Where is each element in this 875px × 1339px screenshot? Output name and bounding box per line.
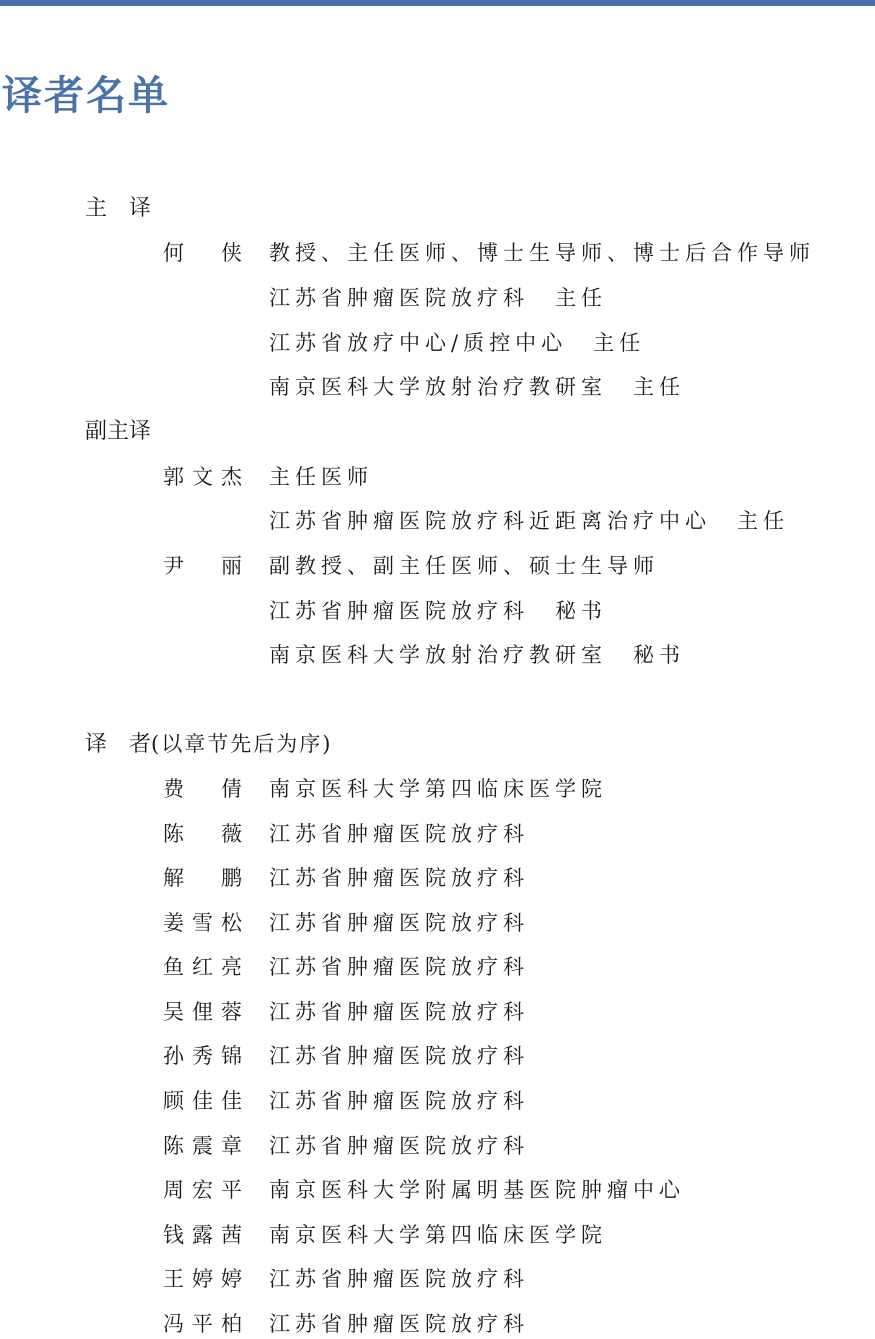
- translator-affiliation: 江苏省肿瘤医院放疗科: [269, 1089, 529, 1113]
- member-line: [0, 328, 875, 358]
- translator-row: [0, 908, 875, 938]
- translator-affiliation: 江苏省肿瘤医院放疗科: [269, 1044, 529, 1068]
- translator-affiliation: 南京医科大学第四临床医学院: [269, 1223, 607, 1247]
- translator-row: [0, 1175, 875, 1205]
- member-row: [0, 551, 875, 581]
- translator-affiliation: 江苏省肿瘤医院放疗科: [269, 822, 529, 846]
- section-heading-note: (以章节先后为序): [151, 732, 333, 756]
- translator-name: 陈 薇: [163, 822, 243, 846]
- translator-name: 孙秀锦: [163, 1044, 243, 1068]
- translator-row: [0, 819, 875, 849]
- translator-row: [0, 1220, 875, 1250]
- translator-row: [0, 997, 875, 1027]
- translator-affiliation: 江苏省肿瘤医院放疗科: [269, 1267, 529, 1291]
- translator-name: 钱露茜: [163, 1223, 243, 1247]
- translator-name: 王婷婷: [163, 1267, 243, 1291]
- translator-name: 陈震章: [163, 1134, 243, 1158]
- translator-affiliation: 江苏省肿瘤医院放疗科: [269, 911, 529, 935]
- translator-affiliation: 江苏省肿瘤医院放疗科: [269, 1134, 529, 1158]
- translator-row: [0, 1131, 875, 1161]
- translator-name: 顾佳佳: [163, 1089, 243, 1113]
- translator-affiliation: 南京医科大学第四临床医学院: [269, 777, 607, 801]
- translator-affiliation: 江苏省肿瘤医院放疗科: [269, 866, 529, 890]
- translator-affiliation: 江苏省肿瘤医院放疗科: [269, 955, 529, 979]
- member-name: 尹 丽: [163, 554, 243, 578]
- translator-name: 鱼红亮: [163, 955, 243, 979]
- member-affiliation: 江苏省肿瘤医院放疗科近距离治疗中心 主任: [269, 509, 789, 533]
- translator-name: 吴俚蓉: [163, 1000, 243, 1024]
- translator-name: 费 倩: [163, 777, 243, 801]
- member-line: [0, 596, 875, 626]
- member-title: 主任医师: [269, 465, 373, 489]
- translator-row: [0, 774, 875, 804]
- translator-row: [0, 1264, 875, 1294]
- section-heading-chief: 主 译: [85, 196, 152, 221]
- section-heading-deputy: 副主译: [85, 419, 152, 444]
- translator-name: 姜雪松: [163, 911, 243, 935]
- member-name: 何 侠: [163, 241, 243, 265]
- member-line: [0, 640, 875, 670]
- translator-row: [0, 1309, 875, 1339]
- member-affiliation: 南京医科大学放射治疗教研室 秘书: [269, 643, 685, 667]
- member-affiliation: 南京医科大学放射治疗教研室 主任: [269, 375, 685, 399]
- member-row: [0, 462, 875, 492]
- translator-name: 解 鹏: [163, 866, 243, 890]
- header-accent-bar: [0, 0, 875, 6]
- section-heading-label: 译 者: [85, 732, 152, 757]
- member-line: [0, 372, 875, 402]
- member-line: [0, 283, 875, 313]
- translator-name: 周宏平: [163, 1178, 243, 1202]
- translator-affiliation: 南京医科大学附属明基医院肿瘤中心: [269, 1178, 685, 1202]
- member-name: 郭文杰: [163, 465, 243, 489]
- translator-affiliation: 江苏省肿瘤医院放疗科: [269, 1312, 529, 1336]
- translator-row: [0, 863, 875, 893]
- member-affiliation: 江苏省肿瘤医院放疗科 主任: [269, 286, 607, 310]
- section-heading-translators: [85, 730, 332, 759]
- member-line: [0, 506, 875, 536]
- member-title: 教授、主任医师、博士生导师、博士后合作导师: [269, 241, 815, 265]
- translator-row: [0, 1041, 875, 1071]
- translator-row: [0, 952, 875, 982]
- member-affiliation: 江苏省放疗中心/质控中心 主任: [269, 331, 646, 355]
- member-affiliation: 江苏省肿瘤医院放疗科 秘书: [269, 599, 607, 623]
- member-title: 副教授、副主任医师、硕士生导师: [269, 554, 659, 578]
- page-title: 译者名单: [2, 73, 170, 119]
- translator-name: 冯平柏: [163, 1312, 243, 1336]
- member-row: [0, 238, 875, 268]
- translator-row: [0, 1086, 875, 1116]
- translator-affiliation: 江苏省肿瘤医院放疗科: [269, 1000, 529, 1024]
